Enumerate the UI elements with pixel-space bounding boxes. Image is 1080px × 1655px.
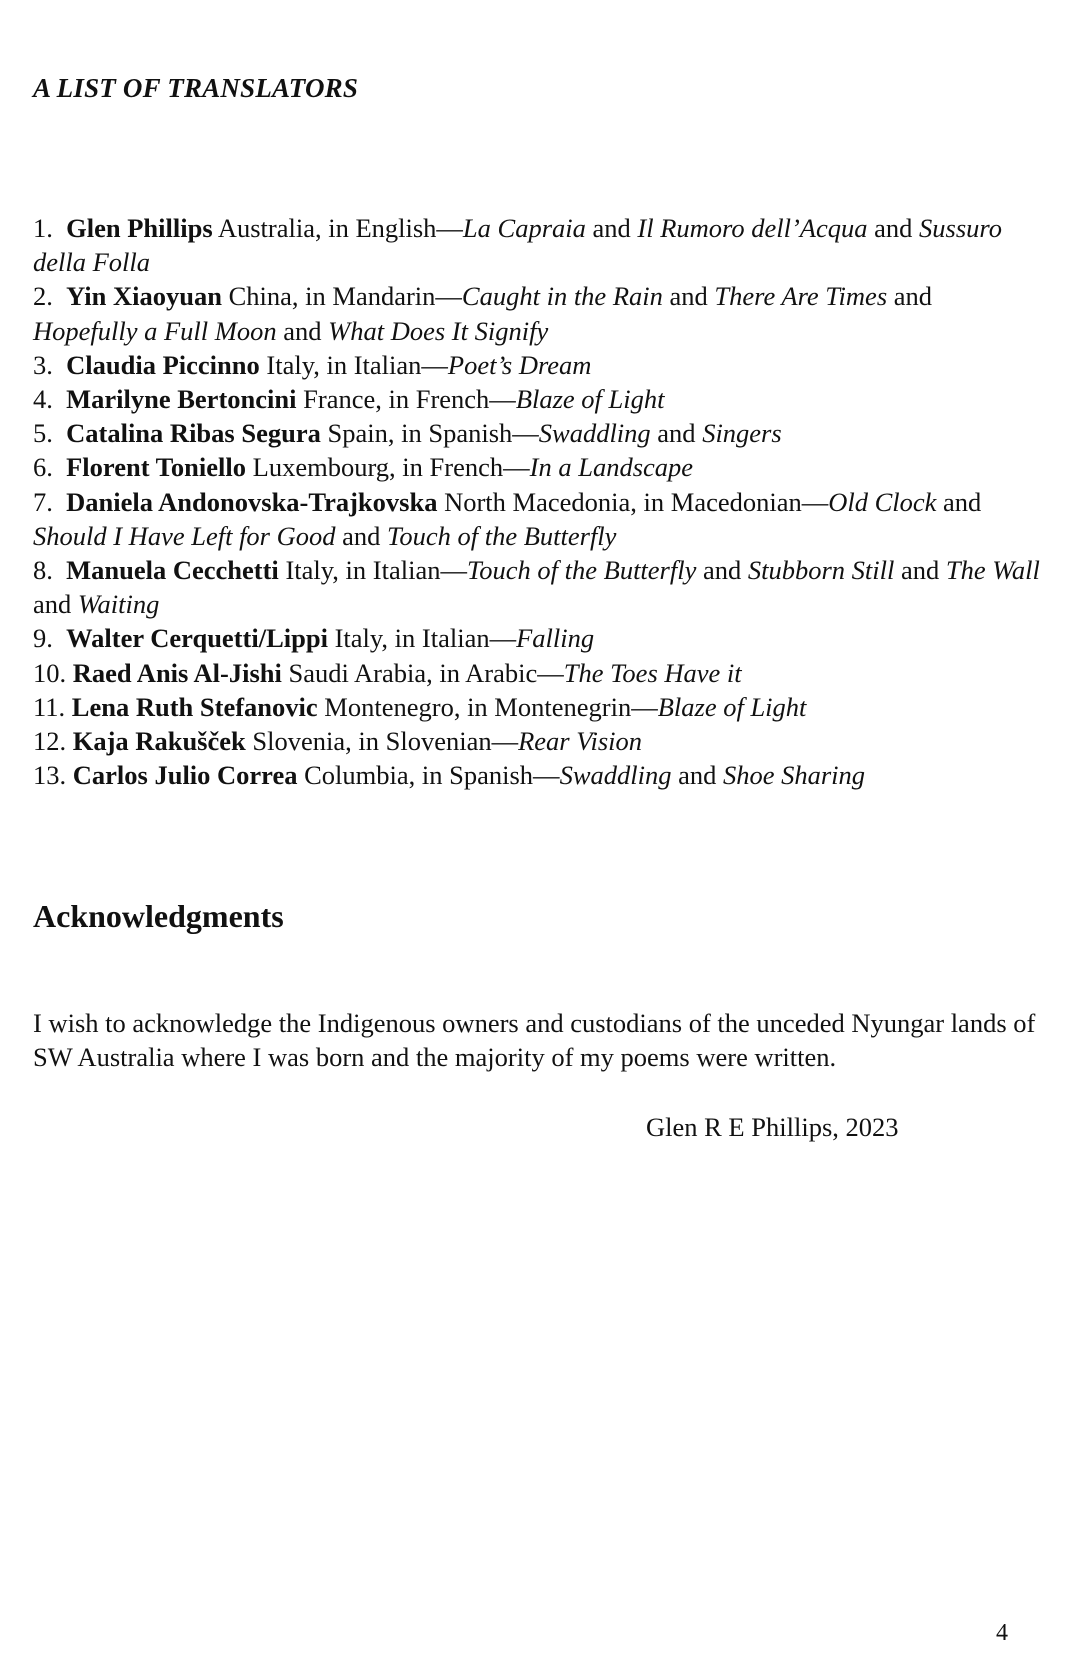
entry-number: 12. <box>33 726 67 757</box>
translators-heading: A LIST OF TRANSLATORS <box>33 73 359 103</box>
entry-text: Australia, in English— <box>212 213 463 243</box>
entry-number: 4. <box>33 384 53 415</box>
translator-entry <box>33 348 1043 382</box>
poem-title: Touch of the Butterfly <box>387 520 617 551</box>
translator-entry <box>33 382 1043 416</box>
entry-number: 5. <box>33 418 53 449</box>
entry-text: and <box>887 281 933 312</box>
poem-title: Caught in the Rain <box>461 281 663 312</box>
translator-name: Walter Cerquetti/Lippi <box>66 623 328 654</box>
poem-title: Rear Vision <box>518 726 643 757</box>
entry-text: North Macedonia, in Macedonian— <box>437 486 829 517</box>
acknowledgments-text: I wish to acknowledge the Indigenous owners and custodians of the unceded Nyungar lands of SW Australia where I was born and the majority of my poems were written. <box>33 1008 1036 1073</box>
poem-title: Should I Have Left for Good <box>33 520 336 551</box>
entry-number: 3. <box>33 349 53 380</box>
poem-title: Blaze of Light <box>657 691 807 722</box>
entry-number: 9. <box>33 623 53 654</box>
translator-entry <box>33 758 1043 792</box>
page-number: 4 <box>996 1620 1008 1646</box>
poem-title: Sussuro della Folla <box>33 213 1002 278</box>
translator-name: Glen Phillips <box>66 213 213 243</box>
poem-title: In a Landscape <box>529 452 694 483</box>
translator-name: Yin Xiaoyuan <box>66 281 222 312</box>
entry-text: China, in Mandarin— <box>221 281 462 312</box>
translator-name: Kaja Rakušček <box>72 726 246 757</box>
translator-entry <box>33 450 1043 484</box>
poem-title: Swaddling <box>559 760 672 791</box>
poem-title: Touch of the Butterfly <box>466 555 697 586</box>
translator-name: Lena Ruth Stefanovic <box>71 691 318 722</box>
translator-name: Raed Anis Al-Jishi <box>72 657 282 688</box>
entry-text: and <box>585 213 638 243</box>
translator-entry <box>33 724 1043 758</box>
translator-entry <box>33 485 1043 553</box>
poem-title: La Capraia <box>462 213 586 243</box>
entry-text: Italy, in Italian— <box>278 555 467 586</box>
translator-entry <box>33 211 1043 279</box>
entry-text: France, in French— <box>296 384 516 415</box>
translator-entry <box>33 416 1043 450</box>
signature: Glen R E Phillips, 2023 <box>646 1112 899 1142</box>
translator-entry <box>33 553 1043 621</box>
poem-title: Blaze of Light <box>515 384 665 415</box>
entry-text: and <box>335 520 388 551</box>
poem-title: Hopefully a Full Moon <box>33 315 277 346</box>
poem-title: The Wall <box>945 555 1040 586</box>
entry-text: Italy, in Italian— <box>259 349 448 380</box>
translator-name: Florent Toniello <box>66 452 247 483</box>
entry-text: Spain, in Spanish— <box>320 418 539 449</box>
entry-number: 13. <box>33 760 67 791</box>
translator-entry <box>33 656 1043 690</box>
entry-text: and <box>662 281 715 312</box>
poem-title: There Are Times <box>714 281 888 312</box>
entry-text: and <box>671 760 723 791</box>
entry-number: 7. <box>33 486 53 517</box>
poem-title: Singers <box>702 418 782 449</box>
poem-title: Poet’s Dream <box>447 349 592 380</box>
entry-number: 2. <box>33 281 53 312</box>
entry-text: and <box>650 418 703 449</box>
entry-text: and <box>867 213 920 243</box>
entry-number: 6. <box>33 452 53 483</box>
entry-number: 11. <box>33 691 66 722</box>
translator-name: Carlos Julio Correa <box>72 760 298 791</box>
translator-entry <box>33 690 1043 724</box>
poem-title: Old Clock <box>828 486 937 517</box>
translators-list <box>33 211 1043 792</box>
translator-name: Marilyne Bertoncini <box>66 384 297 415</box>
entry-text: and <box>936 486 982 517</box>
poem-title: Falling <box>516 623 595 654</box>
poem-title: Stubborn Still <box>747 555 895 586</box>
translator-entry <box>33 279 1043 347</box>
poem-title: Shoe Sharing <box>722 760 866 791</box>
entry-number: 1. <box>33 213 53 243</box>
poem-title: Waiting <box>77 589 160 620</box>
poem-title: Il Rumoro dell’Acqua <box>637 213 868 243</box>
translator-name: Catalina Ribas Segura <box>66 418 321 449</box>
translator-name: Manuela Cecchetti <box>66 555 279 586</box>
entry-text: Saudi Arabia, in Arabic— <box>281 657 564 688</box>
entry-text: and <box>894 555 946 586</box>
entry-text: Luxembourg, in French— <box>246 452 530 483</box>
poem-title: What Does It Signify <box>328 315 549 346</box>
poem-title: Swaddling <box>538 418 651 449</box>
entry-text: Italy, in Italian— <box>327 623 517 654</box>
entry-text: Columbia, in Spanish— <box>297 760 560 791</box>
entry-text: Montenegro, in Montenegrin— <box>317 691 658 722</box>
entry-text: and <box>696 555 748 586</box>
entry-number: 10. <box>33 657 67 688</box>
entry-text: and <box>276 315 329 346</box>
entry-text: Slovenia, in Slovenian— <box>245 726 519 757</box>
translator-entry <box>33 621 1043 655</box>
acknowledgments-heading: Acknowledgments <box>33 898 284 934</box>
entry-text: and <box>33 589 78 620</box>
poem-title: The Toes Have it <box>563 657 742 688</box>
entry-number: 8. <box>33 555 53 586</box>
translator-name: Claudia Piccinno <box>66 349 260 380</box>
translator-name: Daniela Andonovska-Trajkovska <box>66 486 438 517</box>
